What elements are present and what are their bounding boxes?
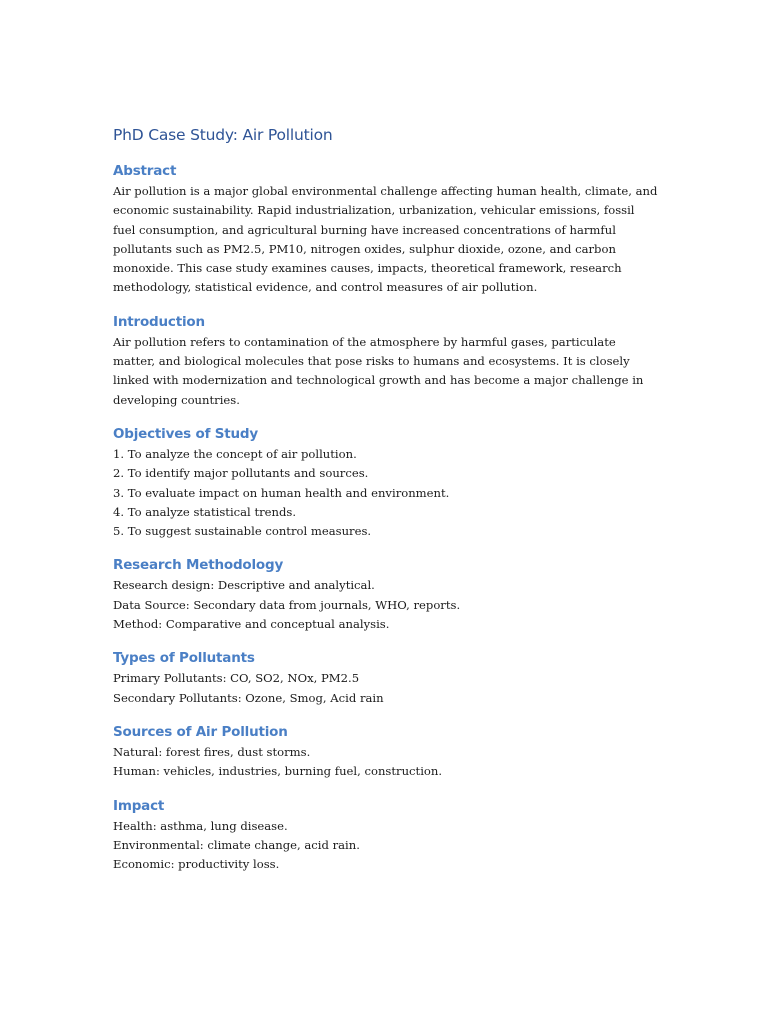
methodology-line: Data Source: Secondary data from journals, WHO, reports. — [113, 597, 461, 612]
impact-line: Health: asthma, lung disease. — [113, 818, 288, 833]
document-body — [113, 124, 658, 874]
objectives-list — [113, 445, 658, 541]
section-heading-sources: Sources of Air Pollution — [113, 723, 288, 740]
impact-list — [113, 817, 658, 875]
impact-line: Economic: productivity loss. — [113, 857, 280, 872]
objective-item: 1. To analyze the concept of air pollution. — [113, 446, 357, 461]
section-heading-abstract: Abstract — [113, 163, 177, 179]
objective-item: 5. To suggest sustainable control measures. — [113, 524, 372, 539]
methodology-line: Method: Comparative and conceptual analysis. — [113, 617, 390, 632]
objective-item: 2. To identify major pollutants and sources. — [113, 466, 369, 481]
section-heading-impact: Impact — [113, 797, 165, 814]
pollutant-line: Secondary Pollutants: Ozone, Smog, Acid rain — [113, 690, 384, 705]
abstract-line: pollutants such as PM2.5, PM10, nitrogen oxides, sulphur dioxide, ozone, and carbon — [113, 241, 616, 256]
impact-line: Environmental: climate change, acid rain. — [113, 837, 360, 852]
source-line: Natural: forest fires, dust storms. — [113, 744, 311, 759]
abstract-line: economic sustainability. Rapid industrialization, urbanization, vehicular emissions, fossil — [113, 203, 635, 218]
section-heading-introduction: Introduction — [113, 313, 205, 330]
section-pollutants — [113, 648, 658, 708]
section-methodology — [113, 555, 658, 634]
section-heading-objectives: Objectives of Study — [113, 425, 258, 442]
introduction-paragraph — [113, 333, 658, 410]
introduction-line: Air pollution refers to contamination of the atmosphere by harmful gases, particulate — [113, 334, 616, 349]
objective-item: 4. To analyze statistical trends. — [113, 504, 297, 519]
introduction-line: linked with modernization and technological growth and has become a major challenge in — [113, 373, 644, 388]
section-introduction — [113, 312, 658, 410]
pollutants-list — [113, 669, 658, 708]
document-title: PhD Case Study: Air Pollution — [113, 126, 333, 144]
abstract-line: monoxide. This case study examines causes, impacts, theoretical framework, research — [113, 261, 622, 276]
methodology-list — [113, 576, 658, 634]
section-sources — [113, 722, 658, 782]
pollutant-line: Primary Pollutants: CO, SO2, NOx, PM2.5 — [113, 671, 360, 686]
abstract-line: methodology, statistical evidence, and control measures of air pollution. — [113, 280, 538, 295]
section-abstract — [113, 161, 658, 298]
methodology-line: Research design: Descriptive and analytical. — [113, 578, 375, 593]
sources-list — [113, 743, 658, 782]
section-heading-methodology: Research Methodology — [113, 557, 284, 574]
introduction-line: matter, and biological molecules that pose risks to humans and ecosystems. It is closely — [113, 354, 630, 369]
section-objectives — [113, 424, 658, 541]
objective-item: 3. To evaluate impact on human health and environment. — [113, 485, 450, 500]
introduction-line: developing countries. — [113, 392, 240, 407]
section-heading-pollutants: Types of Pollutants — [113, 650, 255, 667]
abstract-line: Air pollution is a major global environmental challenge affecting human health, climate, and — [113, 184, 658, 198]
abstract-paragraph — [113, 182, 658, 298]
source-line: Human: vehicles, industries, burning fuel, construction. — [113, 764, 443, 779]
abstract-line: fuel consumption, and agricultural burning have increased concentrations of harmful — [113, 222, 616, 237]
section-impact — [113, 796, 658, 875]
